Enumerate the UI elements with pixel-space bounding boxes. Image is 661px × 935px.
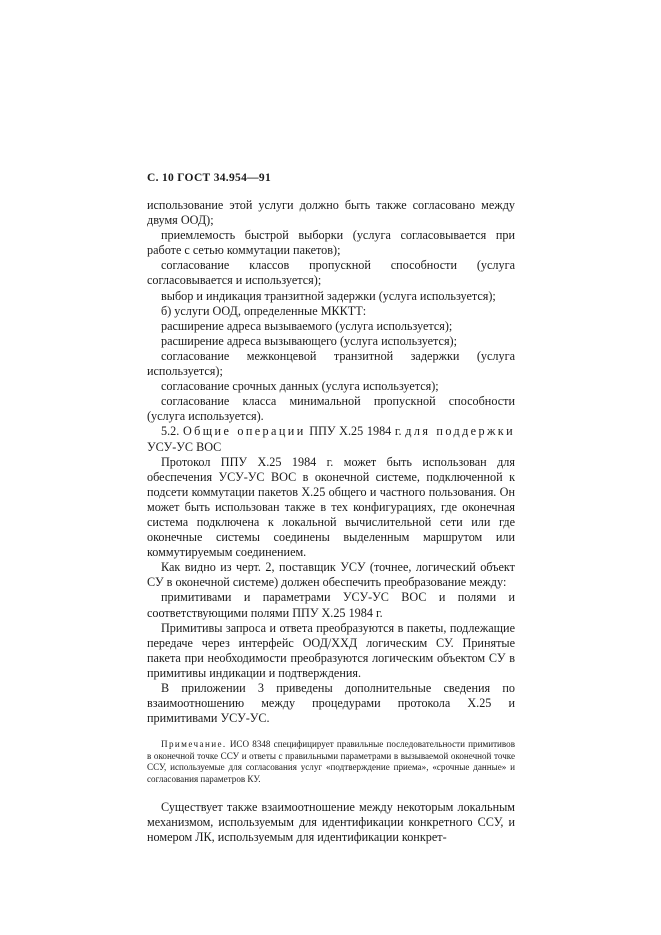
- section-title-part3: для поддержки: [405, 424, 516, 439]
- paragraph: Примитивы запроса и ответа преобразуются в пакеты, подлежащие передаче через интерфейс ООД/ХХД логическим СУ. Принятые пакета при необходимости преобразуются логическим объектом СУ в примитивы индикации и подтверждения.: [147, 620, 515, 680]
- paragraph: Как видно из черт. 2, поставщик УСУ (точнее, логический объект СУ в оконечной системе) должен обеспечить преобразование между:: [147, 560, 515, 590]
- paragraph: расширение адреса вызывающего (услуга используется);: [161, 333, 457, 348]
- paragraph: выбор и индикация транзитной задержки (услуга используется);: [161, 288, 496, 303]
- section-title-part2: ППУ Х.25 1984 г.: [309, 424, 402, 439]
- document-body: [147, 198, 515, 726]
- section-title-part1: Общие операции: [182, 424, 306, 439]
- paragraph: приемлемость быстрой выборки (услуга согласовывается при работе с сетью коммутации пакетов);: [147, 228, 515, 258]
- note-label: Примечание.: [161, 739, 227, 750]
- paragraph: согласование класса минимальной пропускной способности (услуга используется).: [147, 394, 515, 424]
- paragraph: В приложении 3 приведены дополнительные сведения по взаимоотношению между процедурами протокола Х.25 и примитивами УСУ-УС.: [147, 681, 515, 726]
- paragraph: использование этой услуги должно быть также согласовано между двумя ООД);: [147, 198, 515, 228]
- paragraph: Существует также взаимоотношение между некоторым локальным механизмом, используемым для идентификации конкретного ССУ, и номером ЛК, используемым для идентификации конкрет-: [147, 799, 515, 845]
- paragraph: согласование срочных данных (услуга используется);: [161, 379, 439, 394]
- section-heading: [147, 424, 515, 454]
- section-title-part4: УСУ-УС ВОС: [147, 439, 222, 454]
- tail-section: [147, 800, 515, 846]
- note-text: ИСО 8348 специфицирует правильные последовательности примитивов в оконечной точке ССУ и ответы с правильными параметрами в вызываемой оконечной точке ССУ, используемые для согласования услуг «подтверждение приема», «срочные данные» и согласования параметров КУ.: [147, 739, 515, 785]
- note: [147, 739, 515, 785]
- paragraph: согласование классов пропускной способности (услуга согласовывается и используется);: [147, 258, 515, 288]
- paragraph: согласование межконцевой транзитной задержки (услуга используется);: [147, 348, 515, 379]
- page-header: С. 10 ГОСТ 34.954—91: [147, 172, 272, 184]
- document-page: [147, 172, 515, 845]
- paragraph: Протокол ППУ Х.25 1984 г. может быть использован для обеспечения УСУ-УС ВОС в оконечной системе, подключенной к подсети коммутации пакетов Х.25 общего и частного пользования. Он может быть использован также в тех конфигурациях, где оконечная система подключена к локальной вычислительной сети или где оконечные системы соединены выделенным маршрутом или коммутируемым соединением.: [147, 454, 515, 560]
- section-number: 5.2.: [161, 424, 180, 439]
- paragraph: расширение адреса вызываемого (услуга используется);: [161, 318, 453, 333]
- paragraph: примитивами и параметрами УСУ-УС ВОС и полями и соответствующими полями ППУ Х.25 1984 г.: [147, 590, 515, 620]
- paragraph: б) услуги ООД, определенные МККТТ:: [161, 303, 367, 318]
